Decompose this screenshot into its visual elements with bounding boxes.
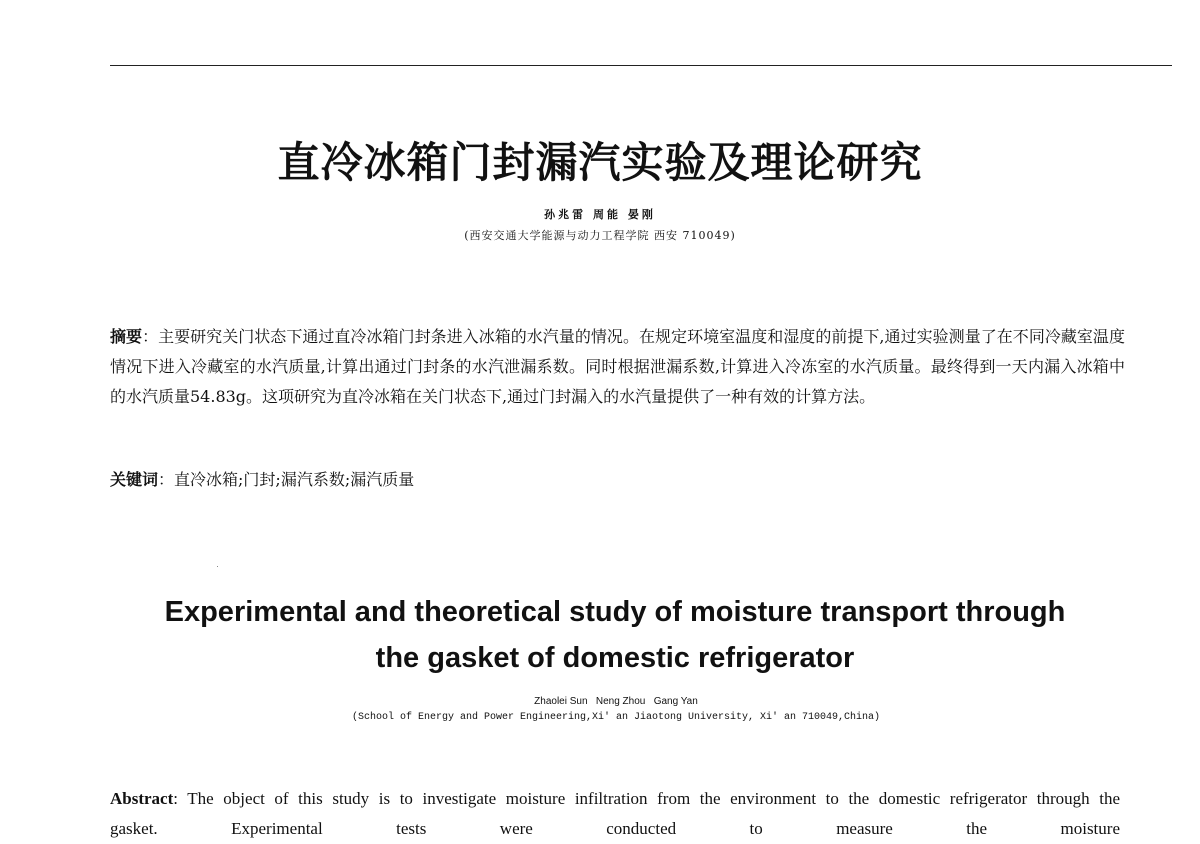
english-abstract-text: The object of this study is to investigate moisture infiltration from the environment to the domestic refrigerator through the gasket. Experimental tests were conducted to measure the moisture: [110, 789, 1121, 838]
chinese-keywords-separator: ：: [158, 470, 175, 489]
chinese-keywords-text: 直冷冰箱;门封;漏汽系数;漏汽质量: [174, 470, 415, 489]
scan-speck: [217, 566, 218, 567]
chinese-abstract-label: 摘要: [110, 327, 143, 346]
chinese-abstract-separator: ：: [142, 327, 159, 346]
chinese-abstract-text: 主要研究关门状态下通过直冷冰箱门封条进入冰箱的水汽量的情况。在规定环境室温度和湿度的前提下,通过实验测量了在不同冷藏室温度情况下进入冷藏室的水汽质量,计算出通过门封条的水汽泄漏系数。同时根据泄漏系数,计算进入冷冻室的水汽质量。最终得到一天内漏入冰箱中的水汽质量54.83g。这项研究为直冷冰箱在关门状态下,通过门封漏入的水汽量提供了一种有效的计算方法。: [110, 327, 1125, 406]
english-authors: Zhaolei Sun Neng Zhou Gang Yan: [534, 696, 698, 707]
chinese-authors: 孙兆雷 周能 晏刚: [544, 208, 656, 221]
english-abstract: [110, 784, 1120, 844]
english-title-line2: the gasket of domestic refrigerator: [375, 642, 855, 674]
english-abstract-label: Abstract: [110, 789, 174, 808]
english-title-line1: Experimental and theoretical study of moisture transport through: [164, 596, 1066, 628]
header-rule: [110, 65, 1172, 66]
chinese-keywords: [110, 466, 1125, 494]
chinese-title: 直冷冰箱门封漏汽实验及理论研究: [277, 138, 923, 187]
english-abstract-separator: :: [173, 789, 188, 808]
chinese-affiliation: (西安交通大学能源与动力工程学院 西安 710049): [464, 229, 736, 242]
chinese-keywords-label: 关键词: [110, 470, 159, 489]
chinese-abstract: [110, 322, 1125, 412]
english-title: [95, 589, 1135, 681]
english-affiliation: (School of Energy and Power Engineering,Xi' an Jiaotong University, Xi' an 710049,China): [351, 712, 881, 723]
